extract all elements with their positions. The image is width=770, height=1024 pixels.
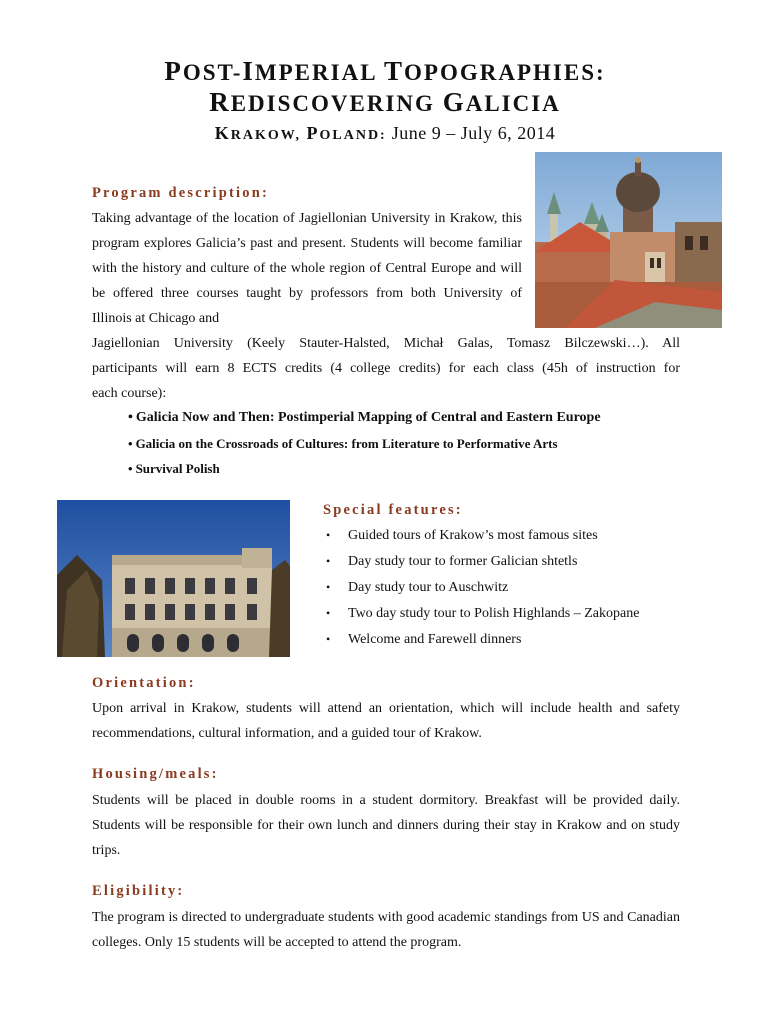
program-description-text: Taking advantage of the location of Jagiellonian University in Krakow, this program explores Galicia’s past and present. Students will become familiar with the history and culture of the whole region of Central Europe and will be offered three courses taught by professors from both University of Illinois at Chicago and xyxy=(92,211,522,326)
program-description-heading: Program description: xyxy=(92,185,270,201)
orientation-text: Upon arrival in Krakow, students will attend an orientation, which will include health and safety recommendations, cultural information, and a guided tour of Krakow. xyxy=(92,701,680,741)
feature-item: • Two day study tour to Polish Highlands – Zakopane xyxy=(326,606,640,621)
housing-meals-heading: Housing/meals: xyxy=(92,766,219,782)
program-description-line-7: participants will earn 8 ECTS credits (4 college credits) for each class (45h of instruction for xyxy=(92,361,680,376)
course-item: • Galicia on the Crossroads of Cultures: from Literature to Performative Arts xyxy=(128,436,558,451)
bullet-icon: • xyxy=(128,461,133,476)
orientation-heading: Orientation: xyxy=(92,675,196,691)
course-item: • Survival Polish xyxy=(128,461,220,476)
bullet-icon: • xyxy=(326,554,331,568)
krakow-rooftops-photo xyxy=(535,152,722,328)
eligibility-text: The program is directed to undergraduate students with good academic standings from US and Canadian colleges. Only 15 students will be accepted to attend the program. xyxy=(92,910,680,950)
bullet-icon: • xyxy=(326,528,331,542)
eligibility-heading: Eligibility: xyxy=(92,883,185,899)
program-description-line-6: Jagiellonian University (Keely Stauter-Halsted, Michał Galas, Tomasz Bilczewski…). All xyxy=(92,336,680,351)
bullet-icon: • xyxy=(128,410,133,425)
location-dates: KRAKOW, POLAND: June 9 – July 6, 2014 xyxy=(214,123,556,143)
feature-item: • Welcome and Farewell dinners xyxy=(326,632,522,647)
bullet-icon: • xyxy=(326,580,331,594)
feature-item: • Guided tours of Krakow’s most famous sites xyxy=(326,528,598,543)
feature-item: • Day study tour to Auschwitz xyxy=(326,580,509,595)
title-line-2: REDISCOVERING GALICIA xyxy=(209,87,561,117)
university-building-photo xyxy=(57,500,290,657)
title-line-1: POST-IMPERIAL TOPOGRAPHIES: xyxy=(164,56,606,86)
bullet-icon: • xyxy=(128,436,133,451)
housing-meals-text: Students will be placed in double rooms in a student dormitory. Breakfast will be provided daily. Students will be responsible for their own lunch and dinners during their stay in Krakow and on study trips. xyxy=(92,793,680,858)
program-description-line-8: each course): xyxy=(92,386,167,401)
course-item: • Galicia Now and Then: Postimperial Mapping of Central and Eastern Europe xyxy=(128,410,601,425)
bullet-icon: • xyxy=(326,632,331,646)
special-features-heading: Special features: xyxy=(323,502,463,518)
feature-item: • Day study tour to former Galician shtetls xyxy=(326,554,578,569)
bullet-icon: • xyxy=(326,606,331,620)
